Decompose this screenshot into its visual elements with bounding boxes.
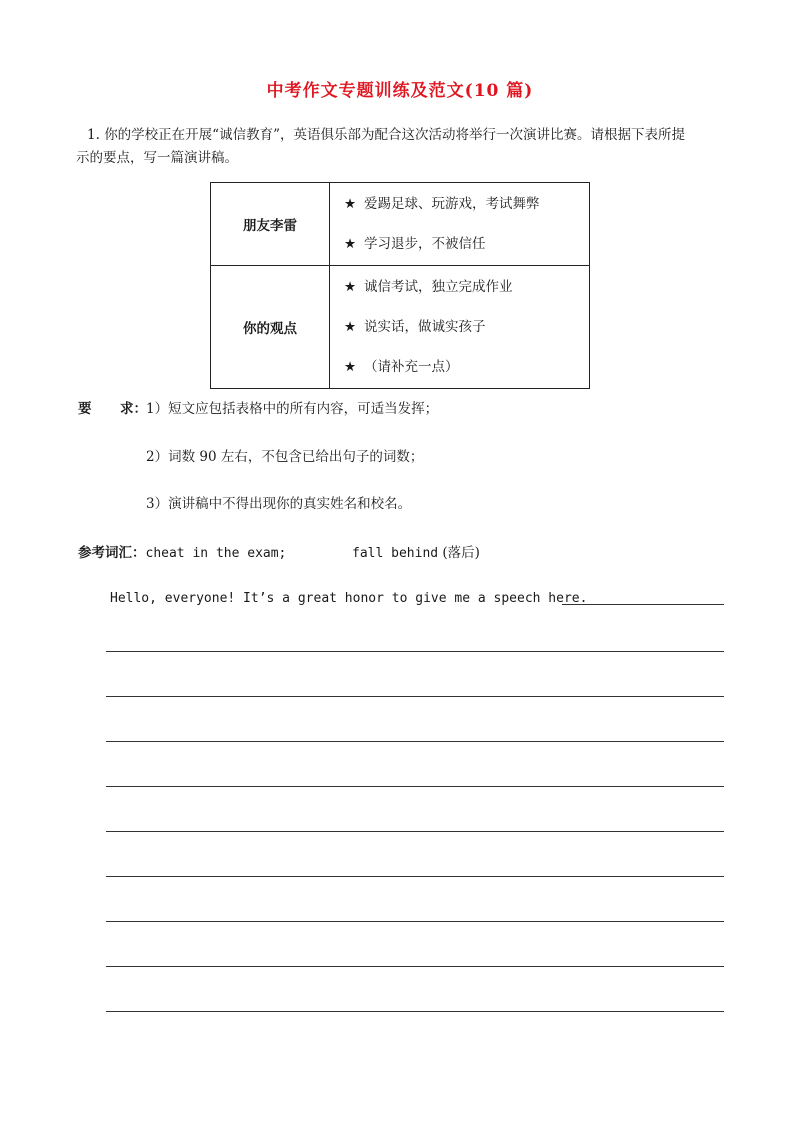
point-item: ★ （请补充一点） — [331, 347, 588, 387]
star-icon: ★ — [344, 319, 357, 335]
requirements-label-a: 要 — [78, 401, 92, 417]
star-icon: ★ — [344, 196, 357, 212]
answer-line[interactable] — [106, 696, 724, 697]
table-row-friend — [211, 183, 590, 266]
points-table — [210, 182, 590, 389]
star-icon: ★ — [344, 359, 357, 375]
question-text-1: 你的学校正在开展“诚信教育”，英语俱乐部为配合这次活动将举行一次演讲比赛。请根据下表所提 — [104, 127, 685, 143]
answer-line[interactable] — [106, 966, 724, 967]
requirement-item-1: 1）短文应包括表格中的所有内容，可适当发挥； — [146, 401, 439, 417]
answer-line[interactable] — [106, 876, 724, 877]
answer-line[interactable] — [106, 831, 724, 832]
point-item: ★ 爱踢足球、玩游戏，考试舞弊 — [331, 184, 588, 224]
opening-sentence: Hello, everyone! It’s a great honor to give me a speech here. — [110, 591, 588, 606]
vocab-term-1: cheat in the exam; — [145, 546, 287, 561]
question-line-2: 示的要点，写一篇演讲稿。 — [76, 150, 238, 166]
point-item: ★ 诚信考试，独立完成作业 — [331, 267, 588, 307]
page-title: 中考作文专题训练及范文(10 篇) — [266, 81, 534, 101]
requirement-item-2: 2）词数 90 左右，不包含已给出句子的词数； — [146, 449, 424, 465]
question-line-1 — [87, 124, 685, 146]
table-row-opinion — [211, 266, 590, 389]
answer-line[interactable] — [106, 741, 724, 742]
answer-line-first[interactable] — [562, 604, 724, 605]
point-item: ★ 学习退步，不被信任 — [331, 224, 588, 264]
row-label-friend: 朋友李雷 — [211, 183, 330, 266]
vocab-line — [78, 541, 286, 561]
answer-line[interactable] — [106, 1011, 724, 1012]
requirements-label-b: 求： — [120, 401, 147, 417]
vocab-term-2: fall behind — [352, 546, 439, 561]
requirement-item-3: 3）演讲稿中不得出现你的真实姓名和校名。 — [146, 496, 412, 512]
star-icon: ★ — [344, 279, 357, 295]
answer-line[interactable] — [106, 921, 724, 922]
answer-line[interactable] — [106, 786, 724, 787]
star-icon: ★ — [344, 236, 357, 252]
row-label-opinion: 你的观点 — [211, 266, 330, 389]
question-number: 1. — [87, 127, 100, 143]
answer-line[interactable] — [106, 651, 724, 652]
vocab-label: 参考词汇： — [78, 545, 146, 561]
vocab-term-2-group — [352, 541, 480, 561]
point-item: ★ 说实话，做诚实孩子 — [331, 307, 588, 347]
row-points-opinion — [330, 266, 590, 389]
row-points-friend — [330, 183, 590, 266]
vocab-term-2-note: (落后) — [442, 545, 480, 561]
